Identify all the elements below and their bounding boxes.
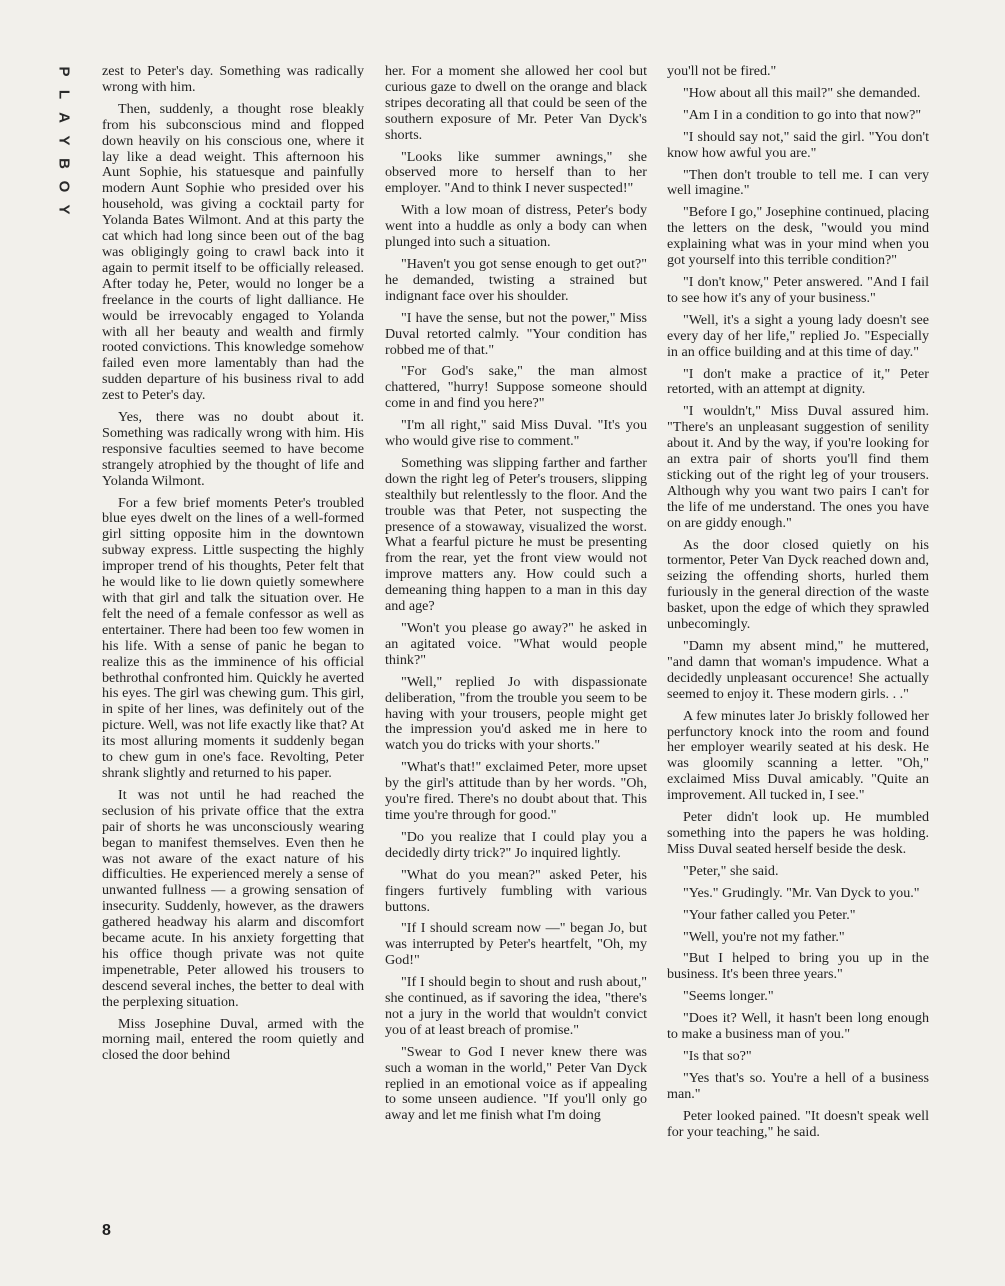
logo-letter: A bbox=[55, 112, 73, 123]
logo-letter: Y bbox=[55, 204, 73, 215]
body-paragraph: "Well, you're not my father." bbox=[683, 928, 845, 945]
body-paragraph: A few minutes later Jo briskly followed her perfunctory knock into the room and found her employer wearily seated at his desk. He was gloomily scanning a letter. "Oh," exclaimed Miss Duval amicably. "Quite an improvement. All tucked in, I see." bbox=[667, 707, 929, 804]
body-paragraph: "I don't know," Peter answered. "And I fail to see how it's any of your business." bbox=[667, 273, 929, 306]
body-paragraph: Yes, there was no doubt about it. Something was radically wrong with him. His responsive faculties seemed to have become strangely atrophied by the thought of life and Yolanda Wilmont. bbox=[102, 409, 364, 489]
body-paragraph: "Won't you please go away?" he asked in an agitated voice. "What would people think?" bbox=[385, 620, 647, 668]
playboy-vertical-logo bbox=[54, 60, 74, 215]
body-paragraph: "Well," replied Jo with dispassionate deliberation, "from the trouble you seem to be having with your trousers, people might get the impression you'd asked me in here to watch you do tricks with your shorts." bbox=[385, 673, 647, 754]
body-paragraph: "Looks like summer awnings," she observed more to herself than to her employer. "And to think I never suspected!" bbox=[385, 148, 647, 197]
body-paragraph: "I wouldn't," Miss Duval assured him. "There's an unpleasant suggestion of senility about it. And by the way, if you're looking for an extra pair of shorts you'll find them sticking out of the right leg of your trousers. Although why you want two pairs I can't for the life of me understand. The ones you have on are giddy enough." bbox=[667, 403, 929, 531]
body-paragraph: "I'm all right," said Miss Duval. "It's you who would give rise to comment." bbox=[385, 417, 647, 450]
body-paragraph: "Swear to God I never knew there was such a woman in the world," Peter Van Dyck replied in an emotional voice as if appealing to some unseen audience. "If you'll only go away and let me finish what I'm doing bbox=[385, 1043, 647, 1124]
body-paragraph: As the door closed quietly on his tormentor, Peter Van Dyck reached down and, seizing the offending shorts, hurled them furiously in the general direction of the waste basket, upon the edge of which they sprawled unbecomingly. bbox=[667, 536, 929, 633]
body-paragraph: "Does it? Well, it hasn't been long enough to make a business man of you." bbox=[667, 1010, 929, 1043]
body-paragraph: her. For a moment she allowed her cool but curious gaze to dwell on the orange and black stripes decorating all that could be seen of the southern exposure of Mr. Peter Van Dyck's shorts. bbox=[385, 63, 647, 143]
body-paragraph: "I don't make a practice of it," Peter retorted, with an attempt at dignity. bbox=[667, 365, 929, 398]
body-paragraph: Miss Josephine Duval, armed with the morning mail, entered the room quietly and closed the door behind bbox=[102, 1015, 364, 1064]
body-paragraph: "Damn my absent mind," he muttered, "and damn that woman's impudence. What a decidedly unpleasant occurence! She actually seemed to enjoy it. These modern girls. . ." bbox=[667, 638, 929, 702]
body-paragraph: "Seems longer." bbox=[683, 988, 774, 1005]
text-column-1 bbox=[102, 64, 364, 1070]
body-paragraph: "Well, it's a sight a young lady doesn't see every day of her life," replied Jo. "Especially in an office building and at this time of day." bbox=[667, 311, 929, 360]
body-paragraph: "If I should scream now —" began Jo, but was interrupted by Peter's heartfelt, "Oh, my God!" bbox=[385, 920, 647, 969]
body-paragraph: "Do you realize that I could play you a decidedly dirty trick?" Jo inquired lightly. bbox=[385, 828, 647, 861]
body-paragraph: Peter didn't look up. He mumbled something into the papers he was holding. Miss Duval seated herself beside the desk. bbox=[667, 809, 929, 857]
body-paragraph: For a few brief moments Peter's troubled blue eyes dwelt on the lines of a well-formed girl sitting opposite him in the downtown subway express. Little suspecting the highly improper trend of his thoughts, Peter felt that he would like to lie down quietly somewhere with that girl and talk the situation over. He felt the need of a female confessor as well as entertainer. There had been too few women in his life. With a sense of panic he began to realize this as the imminence of his official bethrothal confronted him. Quickly he averted his eyes. The girl was chewing gum. This girl, in spite of her lines, was definitely out of the picture. Well, was not life exactly like that? At its most alluring moments it suddenly began to chew gum in one's face. Revolting, Peter shrank slightly and returned to his paper. bbox=[102, 494, 364, 781]
body-paragraph: "How about all this mail?" she demanded. bbox=[683, 84, 921, 101]
body-paragraph: Then, suddenly, a thought rose bleakly from his subconscious mind and flopped down heavily on his conscious one, where it lay like a dead weight. This afternoon his Aunt Sophie, his statuesque and painfully modern Aunt Sophie who presided over his household, was giving a cocktail party for Yolanda Bates Wilmont. And at this party the cat which had long since been out of the bag was obligingly going to crawl back into it again to permit itself to be officially released. After today he, Peter, would no longer be a freelance in the courts of light dalliance. He would be irrevocably engaged to Yolanda with all her beauty and wealth and firmly rooted convictions. This knowledge somehow failed even more lamentably than had the sudden departure of his business rival to add zest to Peter's day. bbox=[102, 100, 364, 404]
body-paragraph: "Am I in a condition to go into that now?" bbox=[683, 106, 922, 123]
logo-letter: P bbox=[55, 66, 73, 77]
body-paragraph: It was not until he had reached the seclusion of his private office that the extra pair of shorts he was unconsciously wearing began to manifest themselves. Even then he was not aware of the exact nature of his difficulties. He experienced merely a sense of unwanted fullness — a growing sensation of insecurity. Suddenly, however, as the drawers gathered headway his alarm and discomfort became acute. In his anxiety forgetting that his office though private was not quite impenetrable, Peter allowed his trousers to descend several inches, the better to deal with the perplexing situation. bbox=[102, 786, 364, 1010]
body-paragraph: "Haven't you got sense enough to get out?" he demanded, twisting a strained but indignant face over his shoulder. bbox=[385, 255, 647, 304]
text-column-3 bbox=[667, 64, 929, 1146]
body-paragraph: "What do you mean?" asked Peter, his fingers furtively fumbling with various buttons. bbox=[385, 866, 647, 915]
body-paragraph: "I should say not," said the girl. "You don't know how awful you are." bbox=[667, 128, 929, 161]
page-number: 8 bbox=[102, 1222, 111, 1239]
body-paragraph: "Yes." Grudingly. "Mr. Van Dyck to you." bbox=[683, 884, 920, 901]
body-paragraph: "I have the sense, but not the power," Miss Duval retorted calmly. "Your condition has robbed me of that." bbox=[385, 309, 647, 358]
body-paragraph: With a low moan of distress, Peter's body went into a huddle as only a body can when plunged into such a situation. bbox=[385, 202, 647, 251]
body-paragraph: "What's that!" exclaimed Peter, more upset by the girl's attitude than by her words. "Oh, you're fired. There's no doubt about that. This time you're through for good." bbox=[385, 759, 647, 823]
body-paragraph: Peter looked pained. "It doesn't speak well for your teaching," he said. bbox=[667, 1107, 929, 1140]
logo-letter: B bbox=[55, 158, 73, 169]
body-paragraph: "Your father called you Peter." bbox=[683, 906, 856, 923]
logo-letter: O bbox=[55, 180, 73, 193]
body-paragraph: "Is that so?" bbox=[683, 1047, 752, 1064]
body-paragraph: Something was slipping farther and farther down the right leg of Peter's trousers, slipping stealthily but relentlessly to the floor. And the trouble was that Peter, not suspecting the presence of a stowaway, visualized the worst. What a fearful picture he must be presenting from the rear, yet the front view would not improve matters any. How could such a demeaning thing happen to a man in this day and age? bbox=[385, 454, 647, 615]
text-column-2 bbox=[385, 64, 647, 1130]
body-paragraph: "Peter," she said. bbox=[683, 862, 779, 879]
logo-letter: Y bbox=[55, 135, 73, 146]
body-paragraph: "Yes that's so. You're a hell of a business man." bbox=[667, 1069, 929, 1102]
body-paragraph: "If I should begin to shout and rush about," she continued, as if savoring the idea, "there's not a jury in the world that wouldn't convict you of at least breach of promise." bbox=[385, 974, 647, 1038]
body-paragraph: "Before I go," Josephine continued, placing the letters on the desk, "would you mind explaining what was in your mind when you got yourself into this terrible condition?" bbox=[667, 204, 929, 269]
body-paragraph: "But I helped to bring you up in the business. It's been three years." bbox=[667, 950, 929, 983]
body-paragraph: "Then don't trouble to tell me. I can very well imagine." bbox=[667, 166, 929, 199]
body-paragraph: you'll not be fired." bbox=[667, 63, 777, 79]
body-paragraph: zest to Peter's day. Something was radically wrong with him. bbox=[102, 63, 364, 95]
logo-letter: L bbox=[55, 89, 73, 100]
body-paragraph: "For God's sake," the man almost chattered, "hurry! Suppose someone should come in and find you here?" bbox=[385, 363, 647, 412]
